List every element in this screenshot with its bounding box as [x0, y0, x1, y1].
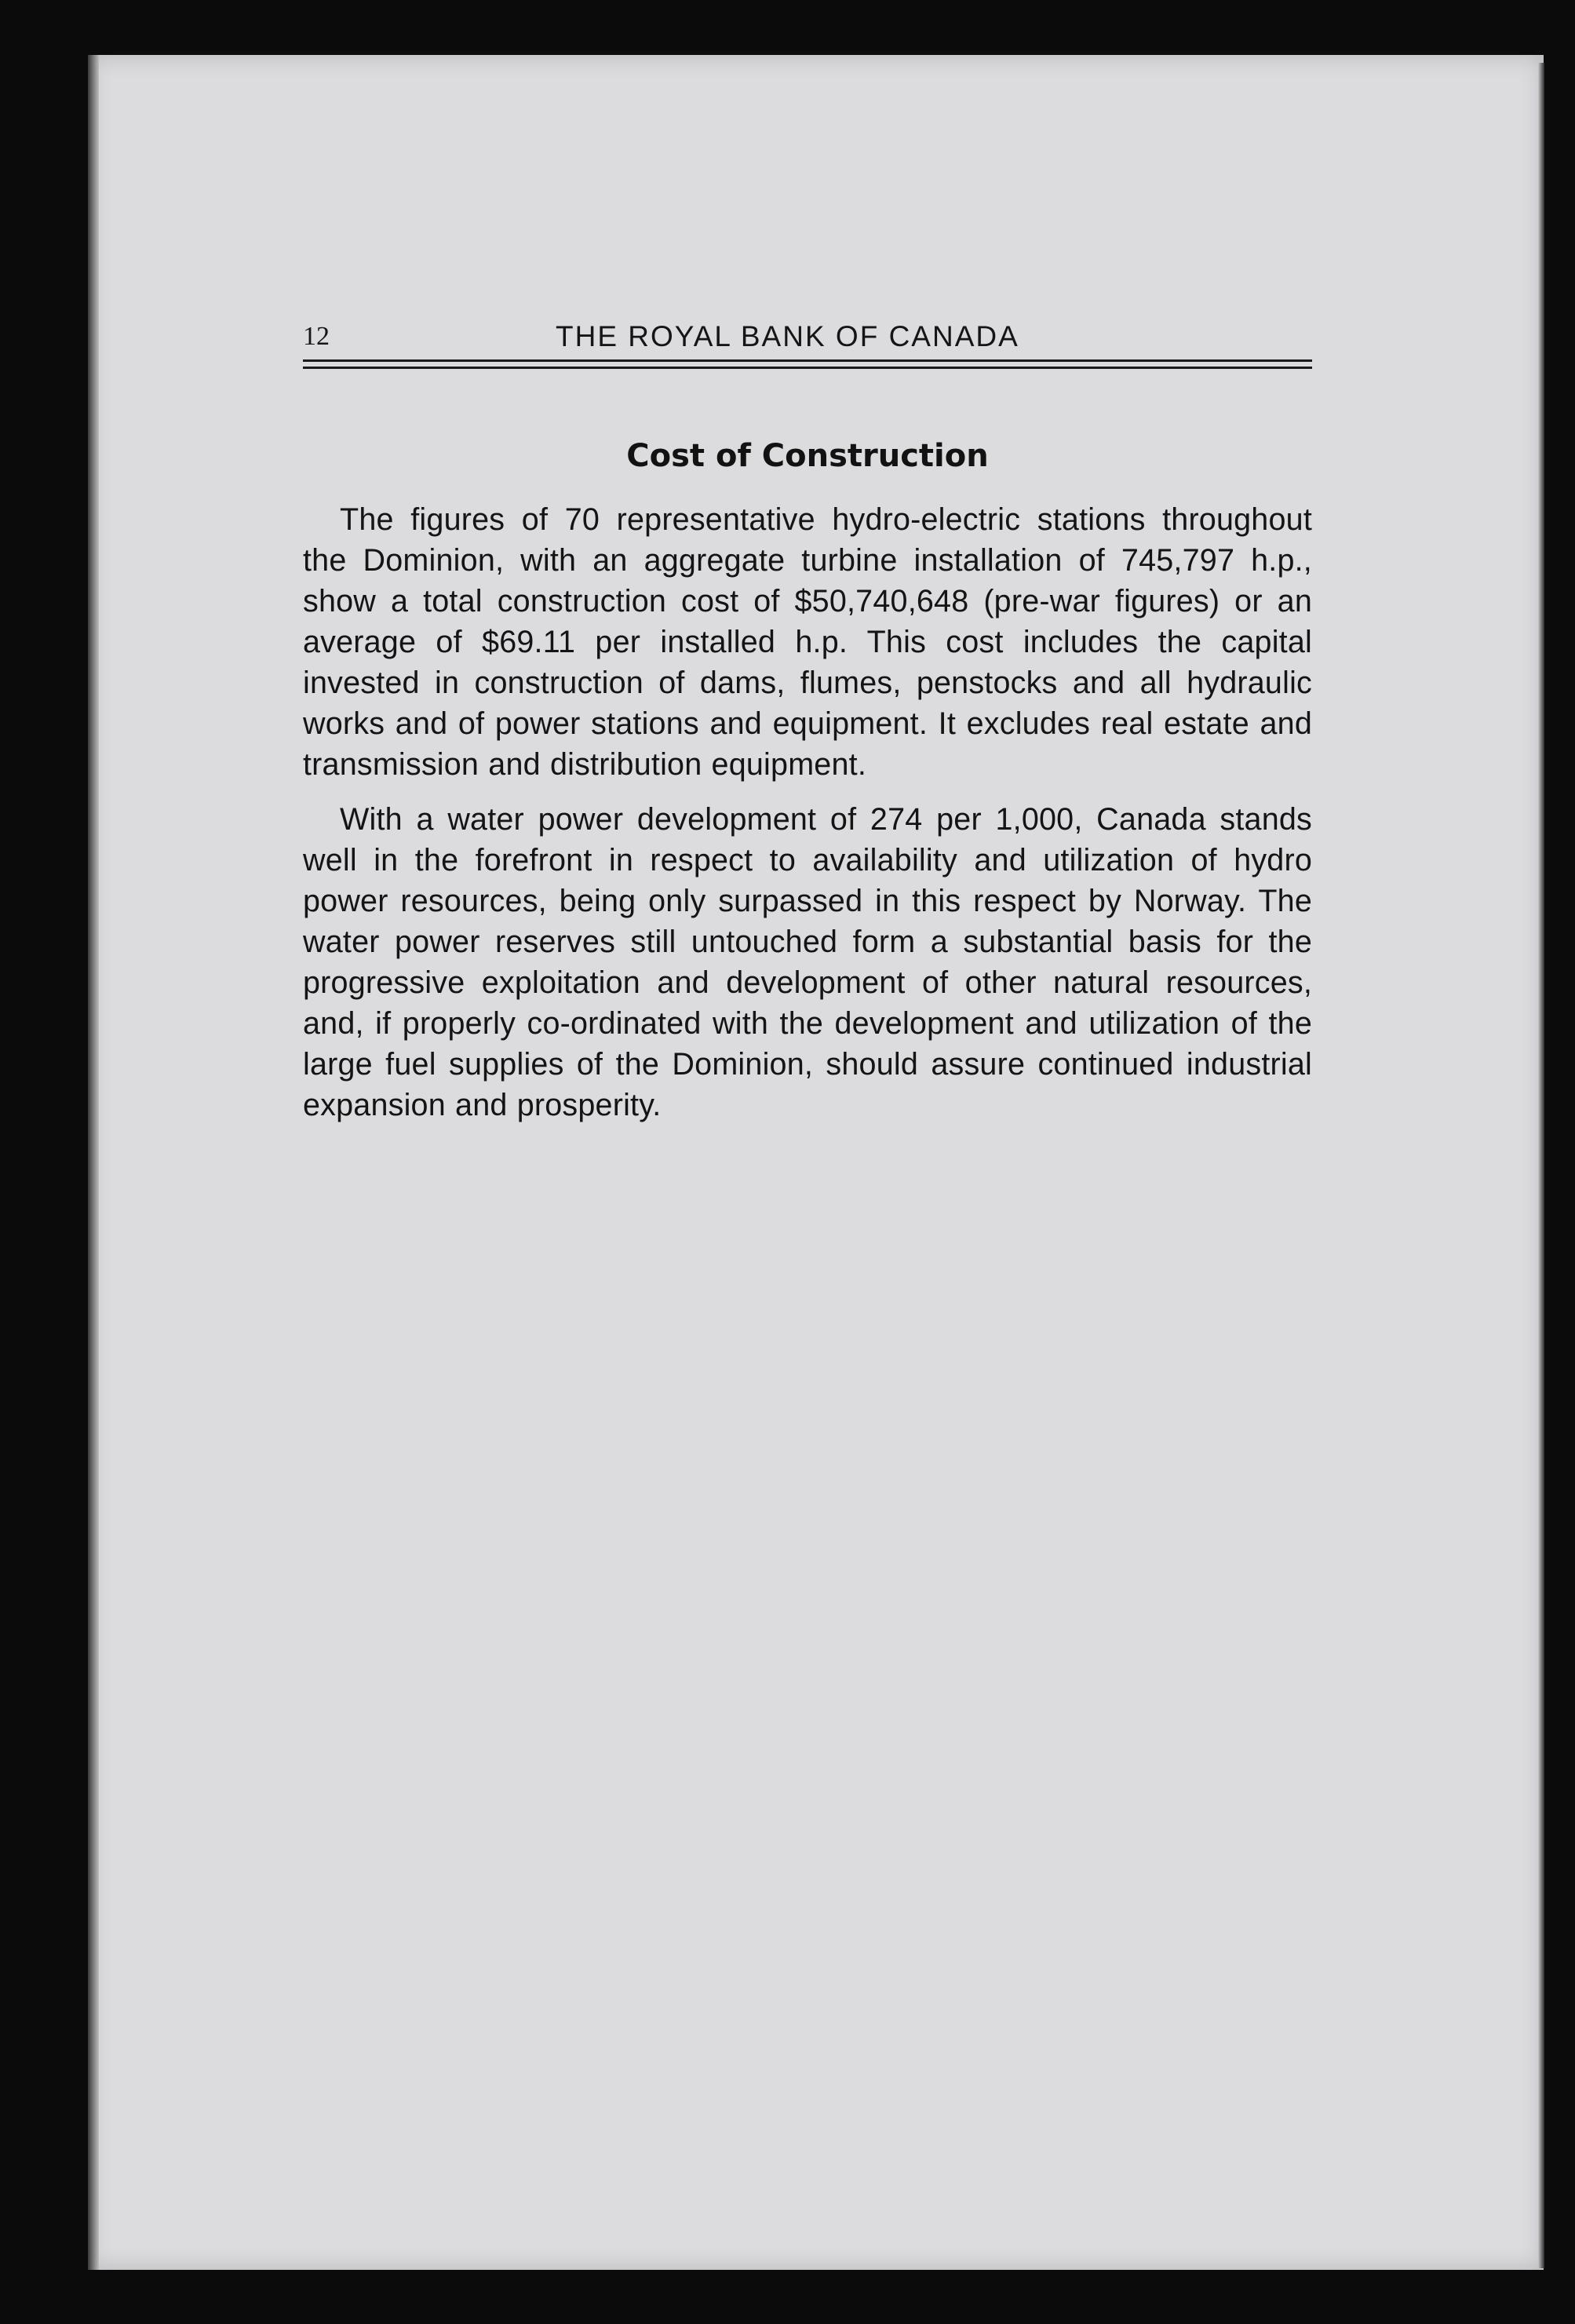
book-page [88, 55, 1544, 2270]
running-title: THE ROYAL BANK OF CANADA [556, 320, 1019, 352]
running-header [303, 317, 1312, 356]
section-title: Cost of Construction [626, 438, 989, 474]
paragraph-water-power-development: With a water power development of 274 per 1,000, Canada stands well in the forefront in respect to availability and utilization of hydro power resources, being only surpassed in this respect by Norway. The water power reserves still untouched form a substantial basis for the progressive exploitation and development of other natural resources, and, if properly co-ordinated with the development and utilization of the large fuel supplies of the Dominion, should assure continued industrial expansion and prosperity. [303, 802, 1312, 1122]
page-right-edge [1538, 63, 1544, 2268]
page-number: 12 [303, 322, 330, 351]
header-rule-top [303, 359, 1312, 362]
paragraph-construction-cost: The figures of 70 representative hydro-electric stations throughout the Dominion, with an aggregate turbine installation of 745,797 h.p., show a total construction cost of $50,740,648 (pre-war figures) or an average of $69.11 per installed h.p. This cost includes the capital invested in construction of dams, flumes, penstocks and all hydraulic works and of power stations and equipment. It excludes real estate and transmission and distribution equipment. [303, 502, 1312, 782]
header-rule-bottom [303, 367, 1312, 369]
page-spine-shadow [88, 55, 99, 2270]
